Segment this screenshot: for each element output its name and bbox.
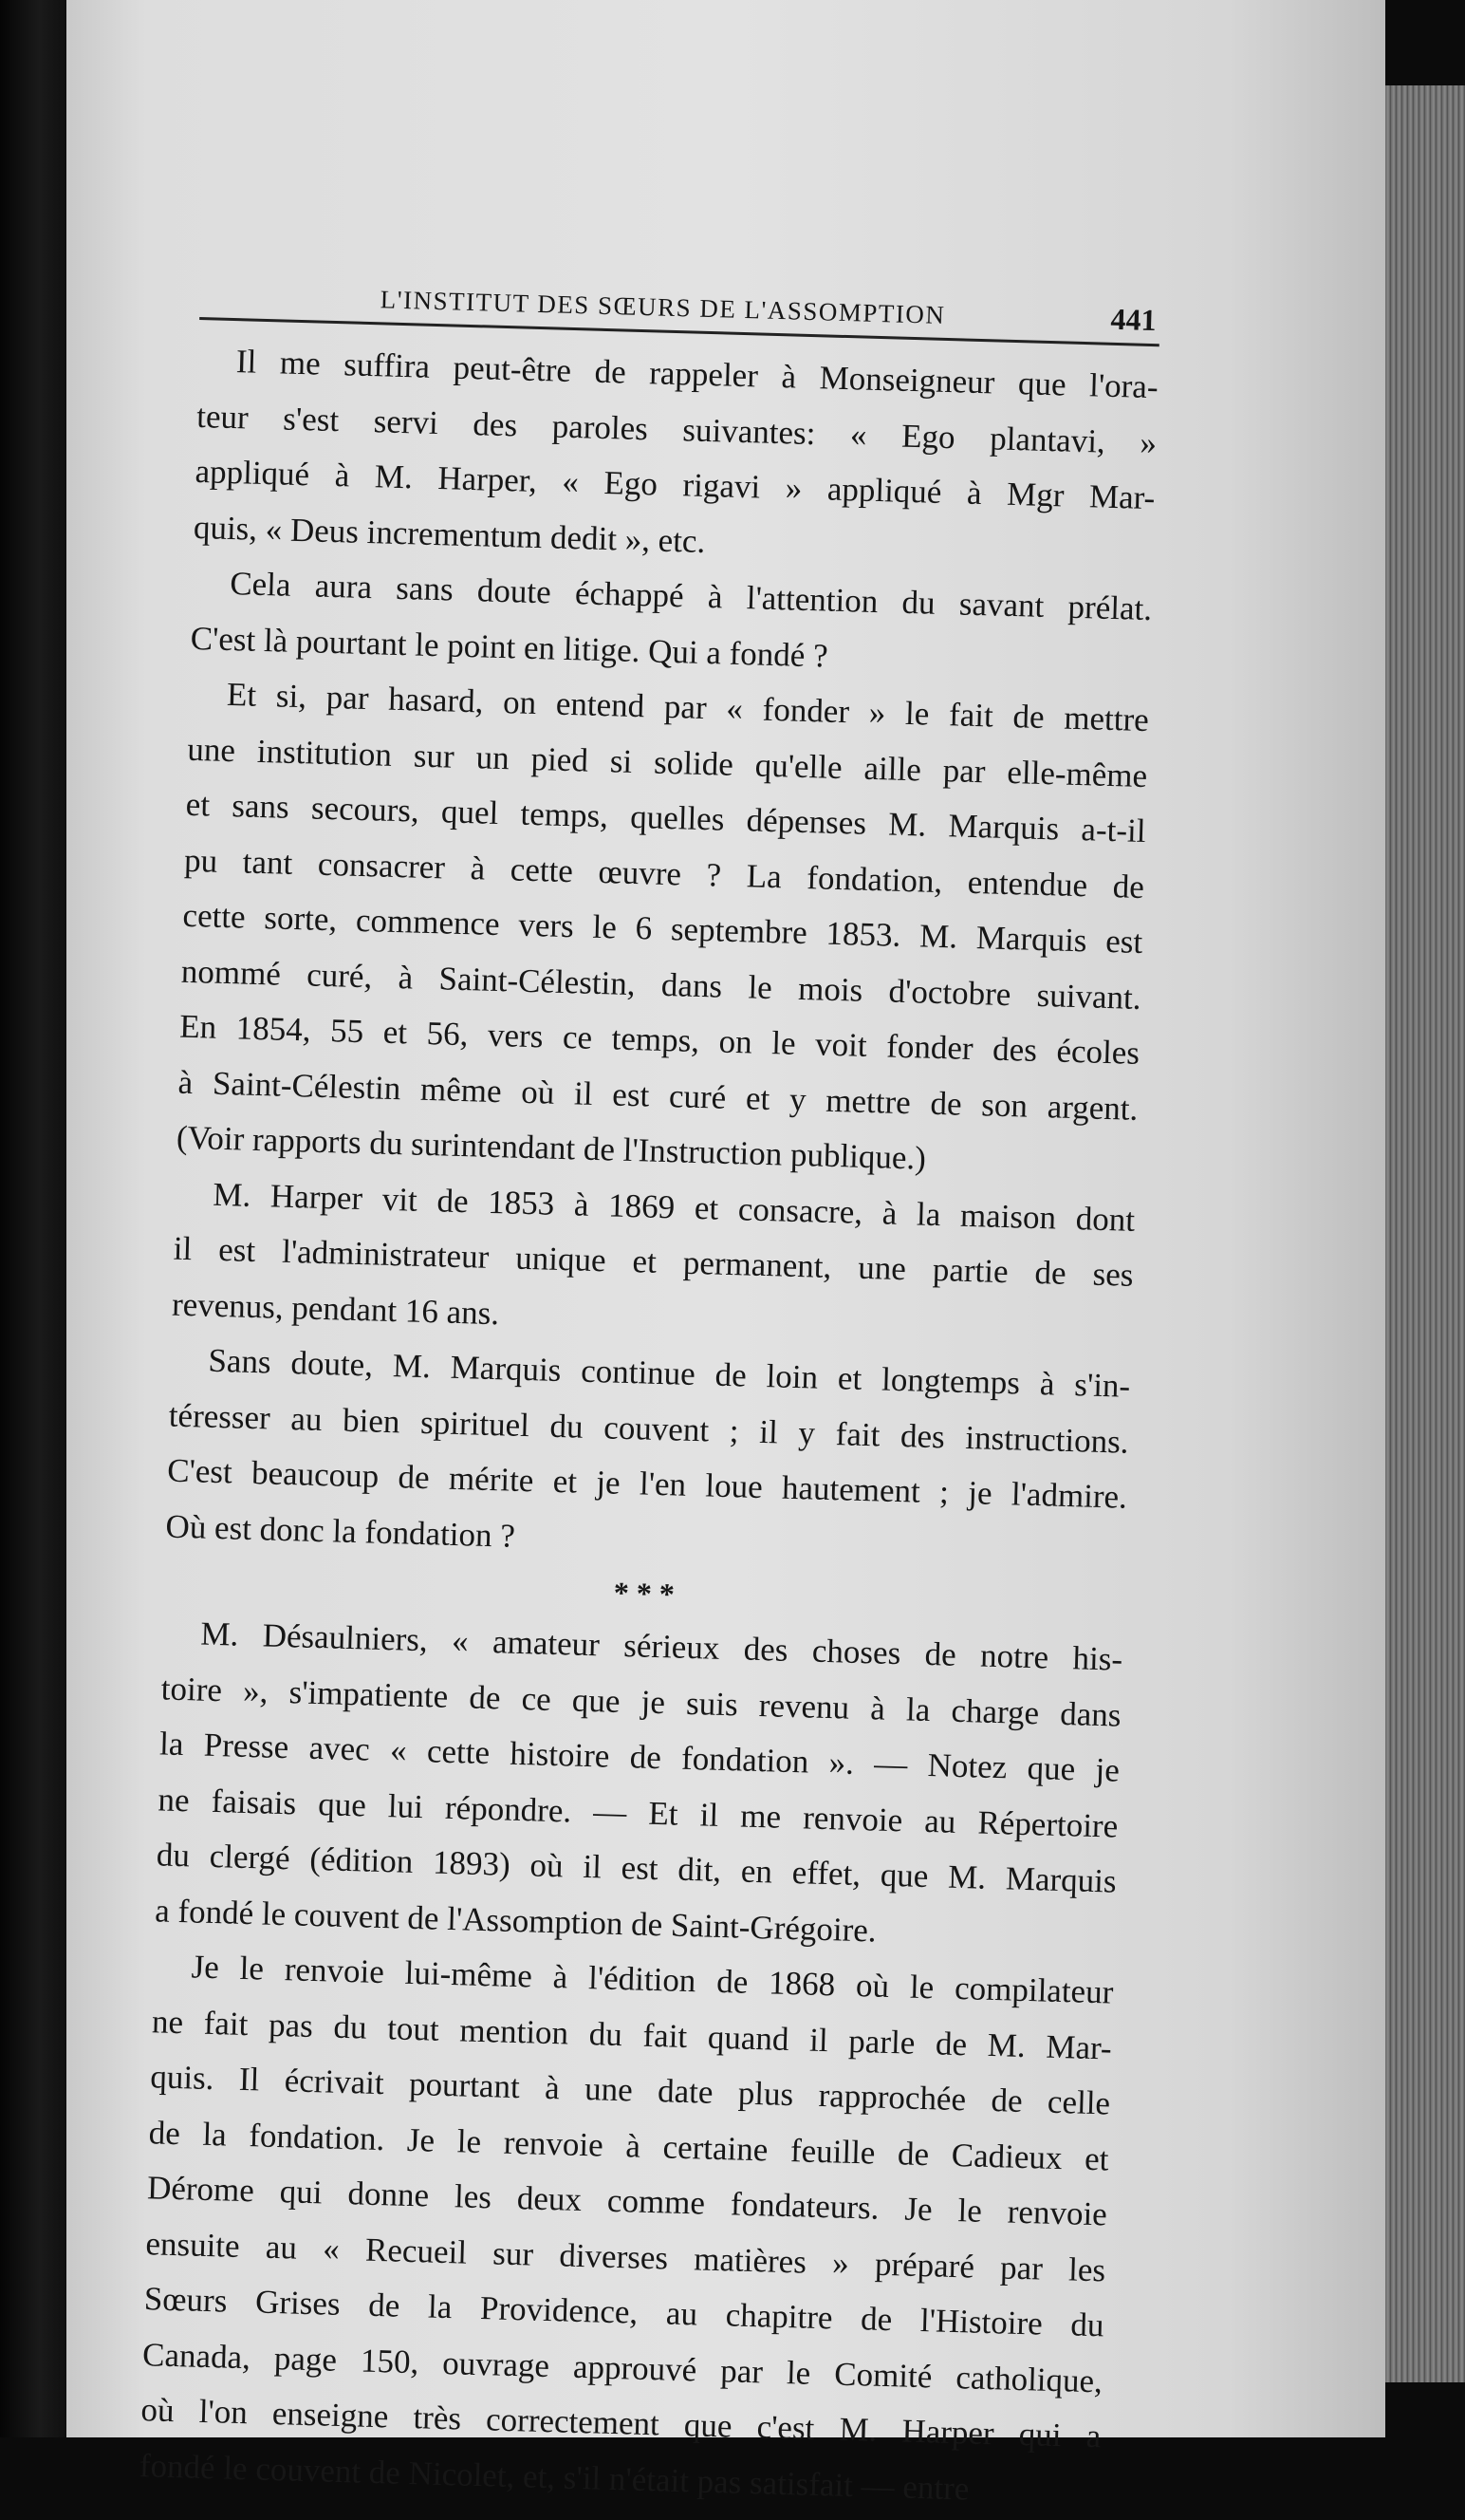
text-line: C'est là pourtant le point en litige. Qui a fondé ? (190, 619, 829, 675)
text-line: de la fondation. Je le renvoie à certaine feuille de Cadieux et (148, 2113, 1109, 2177)
body-text-before (165, 333, 1159, 1581)
page-text-block (139, 256, 1160, 2520)
text-line: cette sorte, commence vers le 6 septembre 1853. M. Marquis est (182, 896, 1143, 961)
text-line: il est l'administrateur unique et permanent, une partie de ses (173, 1229, 1134, 1294)
paragraph (176, 666, 1149, 1193)
text-line: du clergé (édition 1893) où il est dit, en effet, que M. Marquis (156, 1836, 1118, 1900)
text-line: Dérome qui donne les deux comme fondateurs. Je le renvoie (146, 2169, 1108, 2233)
text-line: pu tant consacrer à cette œuvre ? La fondation, entendue de (183, 841, 1145, 905)
text-line: ensuite au « Recueil sur diverses matières » préparé par les (144, 2224, 1106, 2288)
page-stack-edge (1385, 85, 1465, 2382)
book-binding-shadow (0, 0, 66, 2437)
body-text-after (139, 1605, 1123, 2520)
text-line: la Presse avec « cette histoire de fondation ». — Notez que je (158, 1725, 1121, 1789)
text-line: où l'on enseigne très correctement que c'est M. Harper qui a (140, 2391, 1102, 2455)
paragraph (139, 1938, 1114, 2520)
paragraph (193, 333, 1159, 582)
text-line: Je le renvoie lui-même à l'édition de 1868 où le compilateur (191, 1948, 1114, 2011)
paragraph (154, 1605, 1122, 1965)
text-line: revenus, pendant 16 ans. (171, 1285, 500, 1332)
running-title: L'INSTITUT DES SŒURS DE L'ASSOMPTION (380, 285, 946, 329)
text-line: fondé le couvent de Nicolet, et, s'il n'était pas satisfait — entre (139, 2446, 970, 2508)
text-line: M. Désaulniers, « amateur sérieux des choses de notre his- (199, 1615, 1123, 1678)
text-line: Sans doute, M. Marquis continue de loin et longtemps à s'in- (207, 1341, 1131, 1405)
text-line: une institution sur un pied si solide qu'elle aille par elle-même (186, 730, 1148, 794)
paragraph (171, 1166, 1136, 1359)
text-line: quis, « Deus incrementum dedit », etc. (193, 508, 706, 560)
text-line: Cela aura sans doute échappé à l'attention du savant prélat. (229, 564, 1153, 628)
text-line: nommé curé, à Saint-Célestin, dans le mois d'octobre suivant. (180, 952, 1142, 1017)
text-line: téresser au bien spirituel du couvent ; il y fait des instructions. (168, 1396, 1130, 1461)
text-line: Il me suffira peut-être de rappeler à Monseigneur que l'ora- (235, 343, 1159, 406)
page-number: 441 (1110, 301, 1158, 338)
text-line: (Voir rapports du surintendant de l'Instruction publique.) (176, 1118, 927, 1177)
text-line: ne fait pas du tout mention du fait quand il parle de M. Mar- (151, 2002, 1113, 2067)
section-asterism: * * * (613, 1575, 676, 1612)
text-line: M. Harper vit de 1853 à 1869 et consacre, à la maison dont (212, 1175, 1136, 1239)
text-line: Et si, par hasard, on entend par « fonder » le fait de mettre (226, 675, 1150, 739)
text-line: et sans secours, quel temps, quelles dépenses M. Marquis a-t-il (185, 785, 1147, 850)
text-line: à Saint-Célestin même où il est curé et y mettre de son argent. (177, 1063, 1139, 1128)
text-line: appliqué à M. Harper, « Ego rigavi » appliqué à Mgr Mar- (195, 452, 1156, 517)
text-line: Où est donc la fondation ? (165, 1506, 516, 1555)
text-line: toire », s'impatiente de ce que je suis revenu à la charge dans (160, 1669, 1122, 1734)
paragraph (165, 1333, 1131, 1581)
text-line: teur s'est servi des paroles suivantes: « Ego plantavi, » (195, 397, 1158, 461)
text-line: ne faisais que lui répondre. — Et il me renvoie au Répertoire (158, 1780, 1119, 1845)
text-line: En 1854, 55 et 56, vers ce temps, on le voit fonder des écoles (178, 1007, 1140, 1072)
text-line: C'est beaucoup de mérite et je l'en loue hautement ; je l'admire. (166, 1451, 1128, 1516)
text-line: quis. Il écrivait pourtant à une date plus rapprochée de celle (149, 2058, 1111, 2122)
text-line: Sœurs Grises de la Providence, au chapitre de l'Histoire du (143, 2280, 1105, 2344)
text-line: a fondé le couvent de l'Assomption de Saint-Grégoire. (154, 1891, 878, 1950)
text-line: Canada, page 150, ouvrage approuvé par le Comité catholique, (141, 2335, 1103, 2399)
